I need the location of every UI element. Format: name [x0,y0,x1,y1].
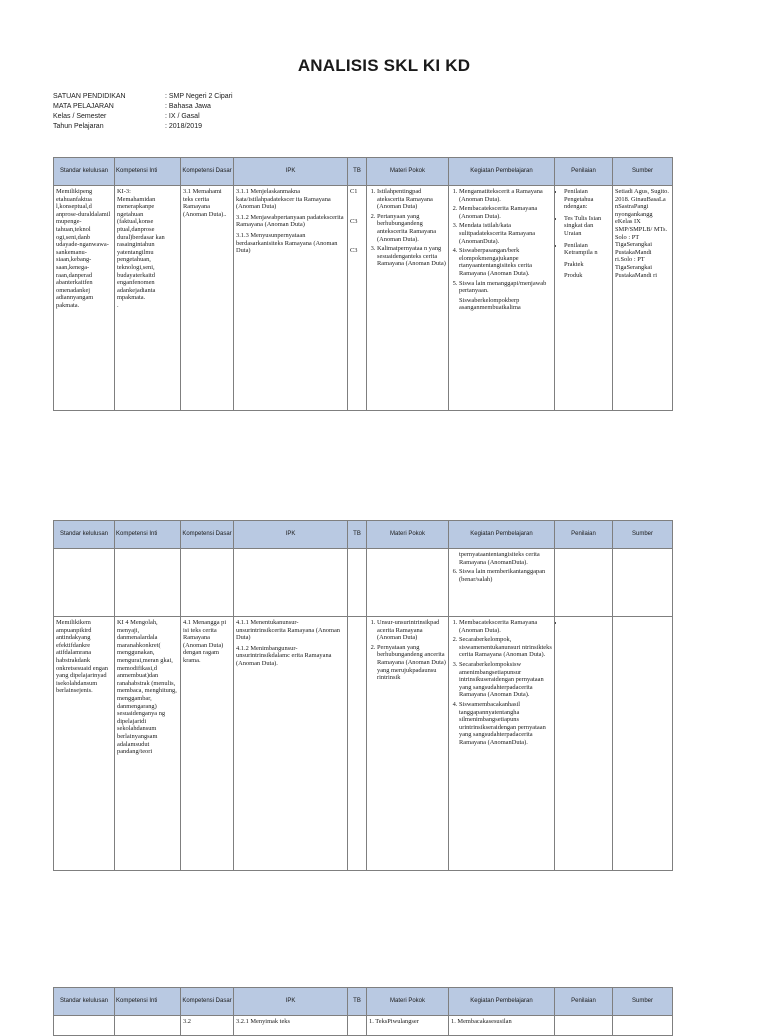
ipk-item: 3.1.2 Menjawabpertanyaan padatekscerita Ramayana (Anoman Duta) [236,213,344,229]
sumber-cell [613,549,673,617]
sumber-cell [613,1016,673,1036]
meta-row-class: Kelas / Semester : IX / Gasal [53,113,200,120]
list-item: 3. Mendata istilah/kata sulitpadatekscerita Ramayana (AnomanDuta). [459,222,552,245]
list-item: 1. Istilahpentingpad atekscerita Ramayana (Anoman Duta) [377,188,446,211]
header-sumber: Sumber [613,521,673,549]
table-header-row [54,988,673,1016]
ipk-cell [234,617,348,871]
header-materi: Materi Pokok [367,158,449,186]
header-kegiatan: Kegiatan Pembelajaran [449,158,555,186]
kd-cell: 3.1 Memahami teks cerita Ramayana (Anoman Duta).. [181,186,234,411]
header-sumber: Sumber [613,988,673,1016]
skl-cell: Memilikipeng etahuanfaktua l,konseptual,d anprose-duraldalamil mupenge-tahuan,teknol ogi,seni,danb udayade-nganwawa-sankemanu-siaan,kebang-saan,kenega-raan,danperad abanterkaitfen omenadankej adiannyangam pakmata. [54,186,115,411]
penilaian-cell [555,186,613,411]
ipk-cell [234,186,348,411]
penilaian-cell [555,617,613,871]
header-tb: TB [348,521,367,549]
header-ki: Kompetensi Inti [115,988,181,1016]
table-header-row [54,158,673,186]
header-materi: Materi Pokok [367,521,449,549]
list-item: 1. Membacatekscerita Ramayana (Anoman Duta). [459,619,552,634]
sumber-cell: Setiadi Agus, Sugito. 2018. GinauBasaLa nSastraPangi nyongankangg eKelas IX SMP/SMPLB/ MTs. Solo : PT TigaSerangkai PustakaMandi ri.Solo : PT TigaSerangkai PustakaMandi ri [613,186,673,411]
meta-row-year: Tahun Pelajaran : 2018/2019 [53,123,202,130]
list-item: 4. Siswamembacakanhasil tanggapannyatentangha silmenimbangsetiapuns urintrinsikseraidengan pernyataan yang sangsudahterpadacerita Ramayana (AnomanDuta). [459,701,552,747]
header-penilaian: Penilaian [555,521,613,549]
materi-cell [367,617,449,871]
list-item: 1. Mengamatitekscerit a Ramayana (Anoman Duta). [459,188,552,203]
header-ki: Kompetensi Inti [115,158,181,186]
list-item: 4. Siswaberpasangan/berk elompokmengajukanpe rtanyaantentangisiteks cerita Ramayana (Anoman Duta). [459,247,552,277]
header-skl: Standar kelulusan [54,521,115,549]
header-kegiatan: Kegiatan Pembelajaran [449,988,555,1016]
header-skl: Standar kelulusan [54,158,115,186]
header-penilaian: Penilaian [555,158,613,186]
kd-cell: 3.2 [181,1016,234,1036]
list-item: 1. Unsur-unsurintrinsikpad acerita Ramayana (Anoman Duta) [377,619,446,642]
materi-cell [367,186,449,411]
tb-level: C3 [350,217,358,225]
document-meta [53,92,233,132]
list-item: 6. Siswa lain memberikantanggapan (benar/salah) [459,568,552,583]
ipk-item: 3.1.3 Menyusunpernyataan berdasarkanisiteks Ramayana (Anoman Duta) [236,231,338,255]
header-ipk: IPK [234,521,348,549]
list-item [564,619,610,627]
ki-cell [115,549,181,617]
penilaian-cell [555,549,613,617]
header-ki: Kompetensi Inti [115,521,181,549]
list-item: 2. Secaraberkelompok, siswamenentukanunsuri ntrinsikteks cerita Ramayana (Anoman Duta). [459,636,552,659]
tb-cell [348,549,367,617]
kegiatan-cell [449,549,555,617]
list-item: Siswaberkelompokberp asanganmembuatkalima [459,296,521,312]
ki-cell [115,1016,181,1036]
header-kd: Kompetensi Dasar [181,988,234,1016]
header-skl: Standar kelulusan [54,988,115,1016]
analysis-table-1 [53,157,673,411]
list-item: 5. Siswa lain menanggapi/menjawab pertanyaan. [459,280,552,295]
header-tb: TB [348,158,367,186]
kd-cell [181,549,234,617]
list-item: 3. Secaraberkelompoksisw amenimbangsetiapunsur intrinsikuseraidengan pernyataan yang sangsudahterpadacerita Ramayana (Anoman Duta). [459,661,552,699]
tb-level: C1 [350,188,358,195]
tb-cell [348,186,367,411]
kegiatan-cell: 1. Membacakasesusilan [449,1016,555,1036]
ipk-item: 4.1.2 Menimbangunsur-unsurintrinsikdalamc erita Ramayana (Anoman Duta). [236,644,332,667]
penilaian-cell [555,1016,613,1036]
tb-cell [348,617,367,871]
table-row [54,186,673,411]
materi-cell: 1. TeksPiwulangser [367,1016,449,1036]
sumber-cell [613,617,673,871]
header-sumber: Sumber [613,158,673,186]
skl-cell [54,549,115,617]
header-kd: Kompetensi Dasar [181,521,234,549]
kegiatan-cell [449,617,555,871]
table-header-row [54,521,673,549]
table-row [54,549,673,617]
list-item: 3. Kalimatpernyataa n yang sesuaidenganteks cerita Ramayana (Anoman Duta) [377,245,446,268]
page-title: ANALISIS SKL KI KD [297,56,471,75]
header-ipk: IPK [234,988,348,1016]
tb-level: C3 [350,247,358,255]
table-row [54,1016,673,1036]
list-item: tpernyataantentangisiteks cerita Ramayana (AnomanDuta). [459,551,540,566]
table-row [54,617,673,871]
ipk-item: 4.1.1 Menentukanunsur-unsurintrinsikcerita Ramayana (Anoman Duta) [236,619,340,642]
kegiatan-cell [449,186,555,411]
ki-cell: KI 4 Mengolah, menyaji, danmenalardala maranahkonkret( menggunakan, mengurai,meran gkai, memodifikasi,d anmembuat)dan ranahabstrak (menulis, membaca, menghitung, menggambar, danmengarang) sesuaidenganya ng dipelajaridi sekolahdansum berlainyangsam adalamsudut pandang/teori [115,617,181,871]
header-kegiatan: Kegiatan Pembelajaran [449,521,555,549]
ipk-cell: 3.2.1 Menyimak teks [234,1016,348,1036]
header-ipk: IPK [234,158,348,186]
ipk-cell [234,549,348,617]
skl-cell [54,1016,115,1036]
tb-cell [348,1016,367,1036]
list-item: 2. Pertanyaan yang berhubungandeng antekscerita Ramayana (Anoman Duta). [377,213,446,243]
header-tb: TB [348,988,367,1016]
list-item: 2. Pernyataan yang berhubungandeng ancerita Ramayana (Anoman Duta) yang merujukpadaunsu rintrinsik [377,644,446,682]
list-item: • Penilaian Ketrampila n [564,242,610,257]
header-materi: Materi Pokok [367,988,449,1016]
list-item: Produk [564,272,583,280]
list-item: Praktek [564,260,584,268]
list-item: • Tes Tulis Isian singkat dan Uraian [564,215,610,238]
skl-cell: Memilikikem ampuanpikird antindakyang efektifdankre atifdalamrana habstrakdank onkretsesuaid engan yang dipelajarinyad isekolahdansum berlainsejenis. [54,617,115,871]
meta-row-school: SATUAN PENDIDIKAN : SMP Negeri 2 Cipari [53,93,233,100]
header-penilaian: Penilaian [555,988,613,1016]
analysis-table-3 [53,987,673,1036]
kd-cell: 4.1 Menangga pi isi teks cerita Ramayana (Anoman Duta) dengan ragam krama. [181,617,234,871]
meta-row-subject: MATA PELAJARAN : Bahasa Jawa [53,103,211,110]
list-item: • Penilaian Pengetahua ndengan: [564,188,610,211]
list-item: 2. Membacatekscerita Ramayana (Anoman Duta). [459,205,552,220]
header-kd: Kompetensi Dasar [181,158,234,186]
materi-cell [367,549,449,617]
analysis-table-2 [53,520,673,871]
ipk-item: 3.1.1 Menjelaskanmakna kata/istilahpadatekscer ita Ramayana (Anoman Duta) [236,188,331,211]
ki-cell: KI-3: Memahamidan menerapkanpe ngetahuan (faktual,konse ptual,danprose dural)berdasar kan rasaingintahun yatentangilmu pengetahuan, teknologi,seni, budayaterkaitd enganfenomen adankejadianta mpakmata. . [115,186,181,411]
